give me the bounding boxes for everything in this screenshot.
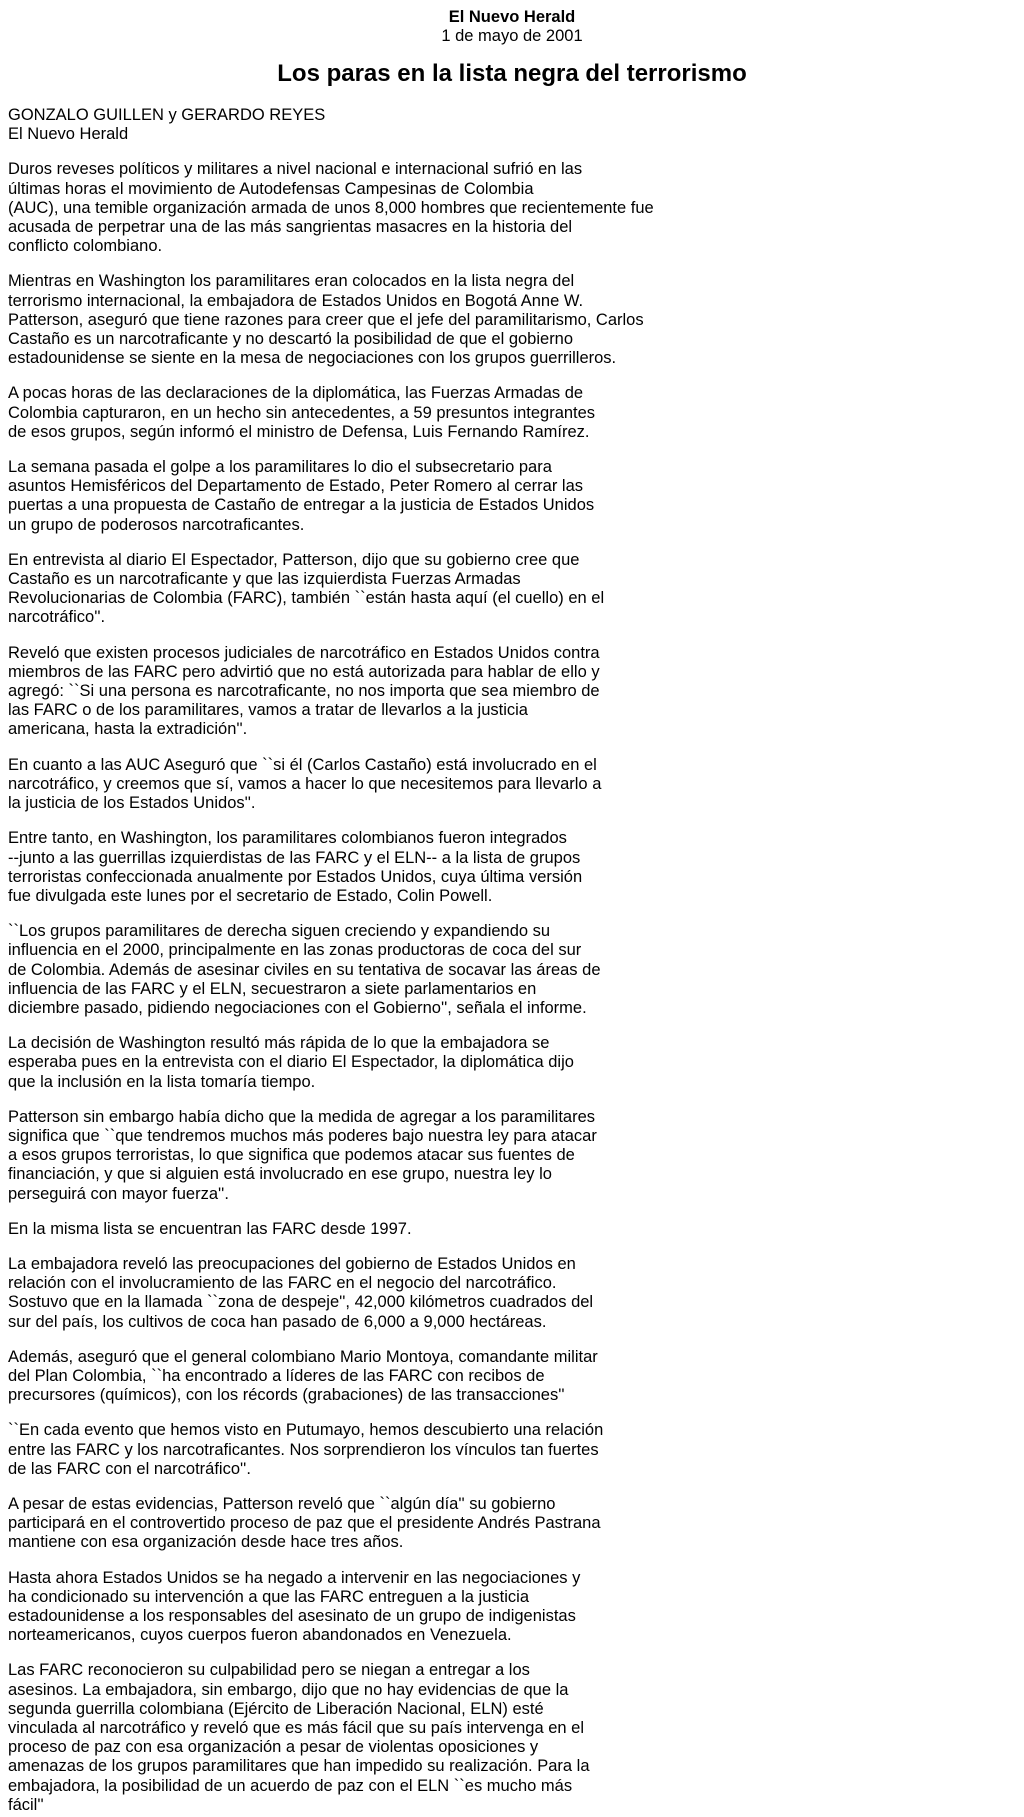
- article-paragraph: A pesar de estas evidencias, Patterson reveló que ``algún día'' su gobierno participará en el controvertido proceso de paz que el presidente Andrés Pastrana mantiene con esa organización desde hace tres años.: [8, 1494, 601, 1552]
- article-paragraph: Reveló que existen procesos judiciales de narcotráfico en Estados Unidos contra miembros de las FARC pero advirtió que no está autorizada para hablar de ello y agregó: ``Si una persona es narcotraficante, no nos importa que sea miembro de las FARC o de los paramilitares, vamos a tratar de llevarlos a la justicia americana, hasta la extradición''.: [8, 643, 600, 739]
- article-paragraph: En cuanto a las AUC Aseguró que ``si él (Carlos Castaño) está involucrado en el narcotráfico, y creemos que sí, vamos a hacer lo que necesitemos para llevarlo a la justicia de los Estados Unidos''.: [8, 755, 602, 813]
- article-paragraph: Duros reveses políticos y militares a nivel nacional e internacional sufrió en las últimas horas el movimiento de Autodefensas Campesinas de Colombia (AUC), una temible organización armada de unos 8,000 hombres que recientemente fue acusada de perpetrar una de las más sangrientas masacres en la historia del conflicto colombiano.: [8, 160, 654, 256]
- byline-authors: GONZALO GUILLEN y GERARDO REYES: [8, 106, 326, 124]
- article-paragraph: Mientras en Washington los paramilitares eran colocados en la lista negra del terrorismo internacional, la embajadora de Estados Unidos en Bogotá Anne W. Patterson, aseguró que tiene razones para creer que el jefe del paramilitarismo, Carlos Castaño es un narcotraficante y no descartó la posibilidad de que el gobierno estadounidense se siente en la mesa de negociaciones con los grupos guerrilleros.: [8, 272, 644, 368]
- byline: [8, 106, 1016, 144]
- newspaper-name: El Nuevo Herald: [448, 8, 576, 26]
- article-paragraph: A pocas horas de las declaraciones de la diplomática, las Fuerzas Armadas de Colombia capturaron, en un hecho sin antecedentes, a 59 presuntos integrantes de esos grupos, según informó el ministro de Defensa, Luis Fernando Ramírez.: [8, 384, 596, 441]
- article-paragraph: En entrevista al diario El Espectador, Patterson, dijo que su gobierno cree que Castaño es un narcotraficante y que las izquierdista Fuerzas Armadas Revolucionarias de Colombia (FARC), también ``están hasta aquí (el cuello) en el narcotráfico''.: [8, 550, 605, 627]
- article-paragraph: Además, aseguró que el general colombiano Mario Montoya, comandante militar del Plan Colombia, ``ha encontrado a líderes de las FARC con recibos de precursores (químicos), con los récords (grabaciones) de las transacciones'': [8, 1347, 598, 1405]
- article-body: [8, 160, 1016, 1815]
- masthead: [0, 8, 1024, 46]
- article-paragraph: La semana pasada el golpe a los paramilitares lo dio el subsecretario para asuntos Hemisféricos del Departamento de Estado, Peter Romero al cerrar las puertas a una propuesta de Castaño de entregar a la justicia de Estados Unidos un grupo de poderosos narcotraficantes.: [8, 458, 595, 534]
- article-paragraph: Las FARC reconocieron su culpabilidad pero se niegan a entregar a los asesinos. La embajadora, sin embargo, dijo que no hay evidencias de que la segunda guerrilla colombiana (Ejército de Liberación Nacional, ELN) esté vinculada al narcotráfico y reveló que es más fácil que su país intervenga en el proceso de paz con esa organización a pesar de violentas oposiciones y amenazas de los grupos paramilitares que han impedido su realización. Para la embajadora, la posibilidad de un acuerdo de paz con el ELN ``es mucho más fácil'': [8, 1661, 590, 1814]
- article-paragraph: La embajadora reveló las preocupaciones del gobierno de Estados Unidos en relación con el involucramiento de las FARC en el negocio del narcotráfico. Sostuvo que en la llamada ``zona de despeje'', 42,000 kilómetros cuadrados del sur del país, los cultivos de coca han pasado de 6,000 a 9,000 hectáreas.: [8, 1254, 594, 1331]
- article-paragraph: Entre tanto, en Washington, los paramilitares colombianos fueron integrados --junto a las guerrillas izquierdistas de las FARC y el ELN-- a la lista de grupos terroristas confeccionada anualmente por Estados Unidos, cuya última versión fue divulgada este lunes por el secretario de Estado, Colin Powell.: [8, 829, 583, 905]
- article-paragraph: La decisión de Washington resultó más rápida de lo que la embajadora se esperaba pues en la entrevista con el diario El Espectador, la diplomática dijo que la inclusión en la lista tomaría tiempo.: [8, 1034, 574, 1091]
- article-paragraph: ``Los grupos paramilitares de derecha siguen creciendo y expandiendo su influencia en el 2000, principalmente en las zonas productoras de coca del sur de Colombia. Además de asesinar civiles en su tentativa de socavar las áreas de influencia de las FARC y el ELN, secuestraron a siete parlamentarios en diciembre pasado, pidiendo negociaciones con el Gobierno'', señala el informe.: [8, 922, 601, 1017]
- publication-date: 1 de mayo de 2001: [441, 27, 583, 45]
- article-paragraph: Patterson sin embargo había dicho que la medida de agregar a los paramilitares significa que ``que tendremos muchos más poderes bajo nuestra ley para atacar a esos grupos terroristas, lo que significa que podemos atacar sus fuentes de financiación, y que si alguien está involucrado en ese grupo, nuestra ley lo perseguirá con mayor fuerza''.: [8, 1107, 597, 1203]
- article-headline: Los paras en la lista negra del terrorismo: [277, 60, 747, 87]
- byline-outlet: El Nuevo Herald: [8, 125, 129, 144]
- article-paragraph: Hasta ahora Estados Unidos se ha negado a intervenir en las negociaciones y ha condicionado su intervención a que las FARC entreguen a la justicia estadounidense a los responsables del asesinato de un grupo de indigenistas norteamericanos, cuyos cuerpos fueron abandonados en Venezuela.: [8, 1568, 581, 1645]
- article-paragraph: ``En cada evento que hemos visto en Putumayo, hemos descubierto una relación entre las FARC y los narcotraficantes. Nos sorprendieron los vínculos tan fuertes de las FARC con el narcotráfico''.: [8, 1421, 604, 1478]
- article-paragraph: En la misma lista se encuentran las FARC desde 1997.: [8, 1219, 412, 1238]
